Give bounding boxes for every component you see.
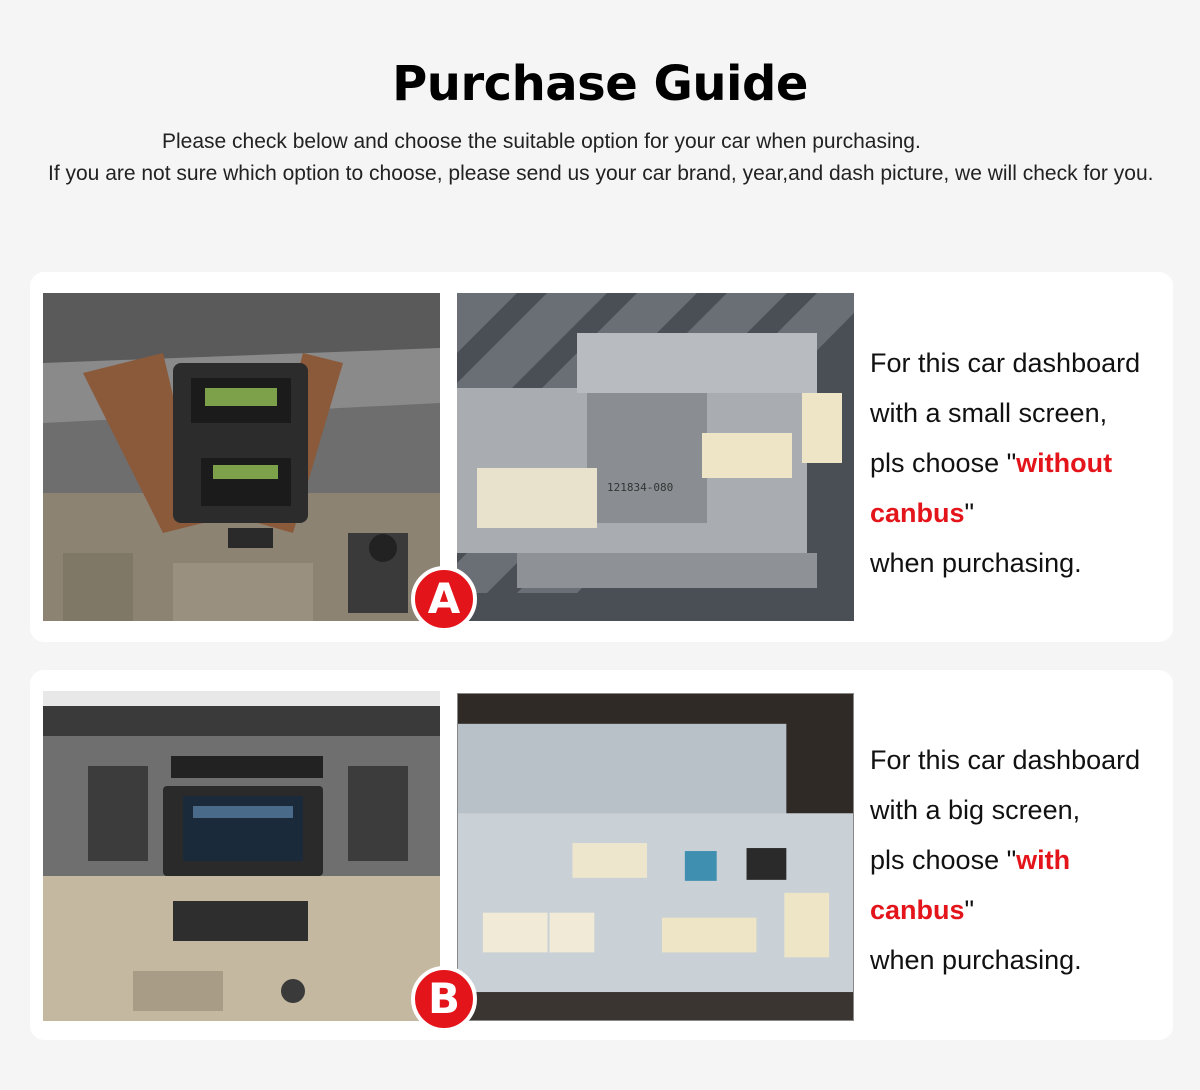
option-badge-b: B	[411, 966, 477, 1032]
option-a-line-4	[870, 488, 1140, 538]
option-card-b	[30, 670, 1173, 1040]
option-a-line-5: when purchasing.	[870, 548, 1082, 578]
dashboard-photo-big-screen	[43, 691, 440, 1021]
radio-unit-photo-a	[457, 293, 854, 621]
option-a-highlight-canbus: canbus	[870, 498, 965, 528]
option-b-line-3	[870, 835, 1140, 885]
option-a-quote-close: "	[964, 498, 975, 528]
subtitle-line-2: If you are not sure which option to choose, please send us your car brand, year,and dash picture, we will check for you.	[48, 162, 1154, 185]
option-a-line-3	[870, 438, 1140, 488]
option-b-line-2: with a big screen,	[870, 795, 1081, 825]
option-a-description	[870, 338, 1140, 588]
part-number-label: 121834-080	[607, 481, 674, 494]
option-b-line-1: For this car dashboard	[870, 745, 1141, 775]
option-b-highlight-canbus: canbus	[870, 895, 965, 925]
option-b-highlight-with: with	[1016, 845, 1071, 875]
option-a-highlight-without: without	[1016, 448, 1113, 478]
option-b-line-4	[870, 885, 1140, 935]
dashboard-photo-small-screen	[43, 293, 440, 621]
radio-unit-photo-b	[457, 693, 854, 1021]
subtitle-line-1: Please check below and choose the suitable option for your car when purchasing.	[162, 130, 921, 153]
option-a-line-2: with a small screen,	[870, 398, 1108, 428]
option-b-quote-close: "	[964, 895, 975, 925]
option-b-line-5: when purchasing.	[870, 945, 1082, 975]
option-b-choose-text: pls choose "	[870, 845, 1017, 875]
option-card-a	[30, 272, 1173, 642]
page-title: Purchase Guide	[392, 56, 808, 112]
option-badge-a: A	[411, 566, 477, 632]
option-a-choose-text: pls choose "	[870, 448, 1017, 478]
option-b-description	[870, 735, 1140, 985]
option-a-line-1: For this car dashboard	[870, 348, 1141, 378]
